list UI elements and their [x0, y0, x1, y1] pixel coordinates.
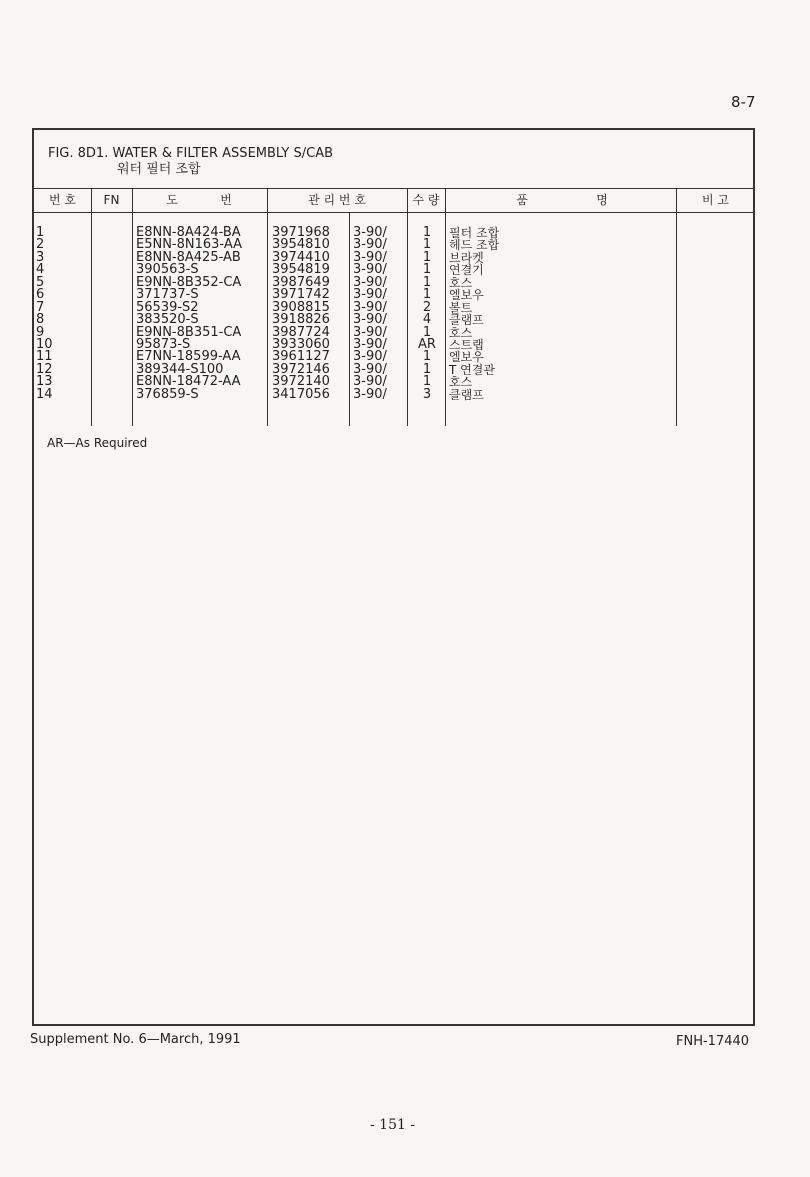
footnote-as-required: AR—As Required [47, 436, 148, 450]
row-name: 필터 조합 [449, 226, 500, 240]
row-no: 4 [36, 262, 45, 278]
row-part-number: E9NN-8B352-CA [136, 274, 242, 290]
row-no: 7 [36, 299, 45, 315]
row-quantity: 3 [422, 386, 432, 402]
header-name-right: 명 [596, 193, 608, 207]
row-control-number: 3954819 [272, 262, 330, 278]
row-no: 5 [36, 274, 45, 290]
row-code: 3-90/ [353, 374, 387, 390]
row-quantity: 1 [422, 225, 432, 240]
row-control-number: 3961127 [272, 349, 330, 365]
row-no: 9 [36, 324, 45, 340]
row-control-number: 3908815 [272, 299, 330, 315]
row-control-number: 3971968 [272, 225, 330, 240]
row-quantity: 2 [422, 299, 432, 315]
row-control-number: 3972146 [272, 361, 330, 377]
row-quantity: 1 [422, 237, 432, 253]
row-code: 3-90/ [353, 287, 387, 303]
row-part-number: 390563-S [136, 262, 199, 278]
row-name: 클램프 [449, 313, 484, 328]
row-name: 스트랩 [449, 337, 484, 352]
row-quantity: 1 [422, 374, 432, 390]
row-no: 2 [36, 237, 45, 253]
column-quantity [410, 227, 444, 401]
column-divider [445, 188, 446, 426]
column-divider [676, 188, 677, 426]
row-part-number: E8NN-18472-AA [136, 374, 241, 390]
row-code: 3-90/ [353, 349, 387, 365]
header-remarks: 비 고 [702, 193, 729, 207]
figure-subtitle: 워터 필터 조합 [117, 162, 201, 177]
row-part-number: 376859-S [136, 386, 199, 402]
header-control-number: 관 리 번 호 [308, 193, 366, 207]
column-divider [267, 188, 268, 426]
row-no: 11 [36, 349, 53, 365]
row-code: 3-90/ [353, 361, 387, 377]
column-part-number [136, 227, 242, 401]
row-part-number: E9NN-8B351-CA [136, 324, 242, 340]
row-no: 12 [36, 361, 53, 377]
supplement-footer: Supplement No. 6—March, 1991 [30, 1032, 241, 1047]
row-no: 3 [36, 249, 45, 265]
column-divider [91, 188, 92, 426]
row-part-number: E8NN-8A424-BA [136, 225, 241, 240]
figure-title: FIG. 8D1. WATER & FILTER ASSEMBLY S/CAB [48, 146, 334, 161]
page-number: 8-7 [731, 93, 756, 111]
row-name: 헤드 조합 [449, 238, 500, 253]
row-part-number: 389344-S100 [136, 361, 224, 377]
row-part-number: E7NN-18599-AA [136, 349, 241, 365]
row-control-number: 3971742 [272, 287, 330, 303]
row-part-number: E8NN-8A425-AB [136, 249, 241, 265]
column-divider [407, 188, 408, 426]
column-divider [132, 188, 133, 426]
row-control-number: 3987724 [272, 324, 330, 340]
row-name: 엘보우 [449, 350, 484, 365]
row-control-number: 3954810 [272, 237, 330, 253]
column-code [353, 227, 387, 401]
row-name: 엘보우 [449, 288, 484, 303]
row-name: 볼트 [449, 300, 473, 315]
row-name: 브라켓 [449, 250, 484, 265]
row-code: 3-90/ [353, 274, 387, 290]
row-control-number: 3974410 [272, 249, 330, 265]
row-no: 14 [36, 386, 53, 402]
row-code: 3-90/ [353, 262, 387, 278]
row-quantity: 1 [422, 287, 432, 303]
column-no [36, 227, 53, 401]
bottom-page-number: - 151 - [370, 1117, 416, 1133]
row-code: 3-90/ [353, 324, 387, 340]
row-quantity: AR [418, 336, 436, 352]
document-code: FNH-17440 [676, 1034, 750, 1049]
row-code: 3-90/ [353, 312, 387, 328]
row-name: 호스 [449, 275, 473, 290]
header-no: 번 호 [49, 193, 76, 207]
row-quantity: 1 [422, 249, 432, 265]
row-code: 3-90/ [353, 386, 387, 402]
row-part-number: E5NN-8N163-AA [136, 237, 242, 253]
parts-list-frame [32, 128, 755, 1026]
column-control-number [272, 227, 330, 401]
row-no: 8 [36, 312, 45, 328]
row-name: 클램프 [449, 387, 484, 402]
header-part-number-right: 번 [220, 193, 232, 207]
row-quantity: 1 [422, 324, 432, 340]
row-part-number: 95873-S [136, 336, 191, 352]
row-quantity: 4 [422, 312, 432, 328]
row-name: 연결기 [449, 263, 484, 278]
column-divider [349, 212, 350, 426]
row-control-number: 3417056 [272, 386, 330, 402]
row-code: 3-90/ [353, 225, 387, 240]
row-control-number: 3987649 [272, 274, 330, 290]
row-control-number: 3933060 [272, 336, 330, 352]
row-control-number: 3918826 [272, 312, 330, 328]
column-name [449, 227, 499, 401]
row-code: 3-90/ [353, 249, 387, 265]
row-no: 13 [36, 374, 53, 390]
row-quantity: 1 [422, 262, 432, 278]
row-no: 6 [36, 287, 45, 303]
row-name: T 연결관 [449, 362, 495, 377]
row-part-number: 371737-S [136, 287, 199, 303]
row-quantity: 1 [422, 349, 432, 365]
row-control-number: 3972140 [272, 374, 330, 390]
row-quantity: 1 [422, 274, 432, 290]
row-part-number: 56539-S2 [136, 299, 199, 315]
row-name: 호스 [449, 325, 473, 340]
header-quantity: 수 량 [412, 193, 440, 207]
row-quantity: 1 [422, 361, 432, 377]
row-code: 3-90/ [353, 237, 387, 253]
header-bottom-rule [34, 212, 753, 213]
header-part-number-left: 도 [166, 193, 178, 207]
row-code: 3-90/ [353, 336, 387, 352]
header-name-left: 품 [516, 193, 528, 207]
figure-title-block [48, 146, 333, 178]
row-no: 1 [36, 225, 45, 240]
header-fn: FN [103, 193, 120, 207]
row-no: 10 [36, 336, 53, 352]
row-code: 3-90/ [353, 299, 387, 315]
row-part-number: 383520-S [136, 312, 199, 328]
row-name: 호스 [449, 375, 473, 390]
